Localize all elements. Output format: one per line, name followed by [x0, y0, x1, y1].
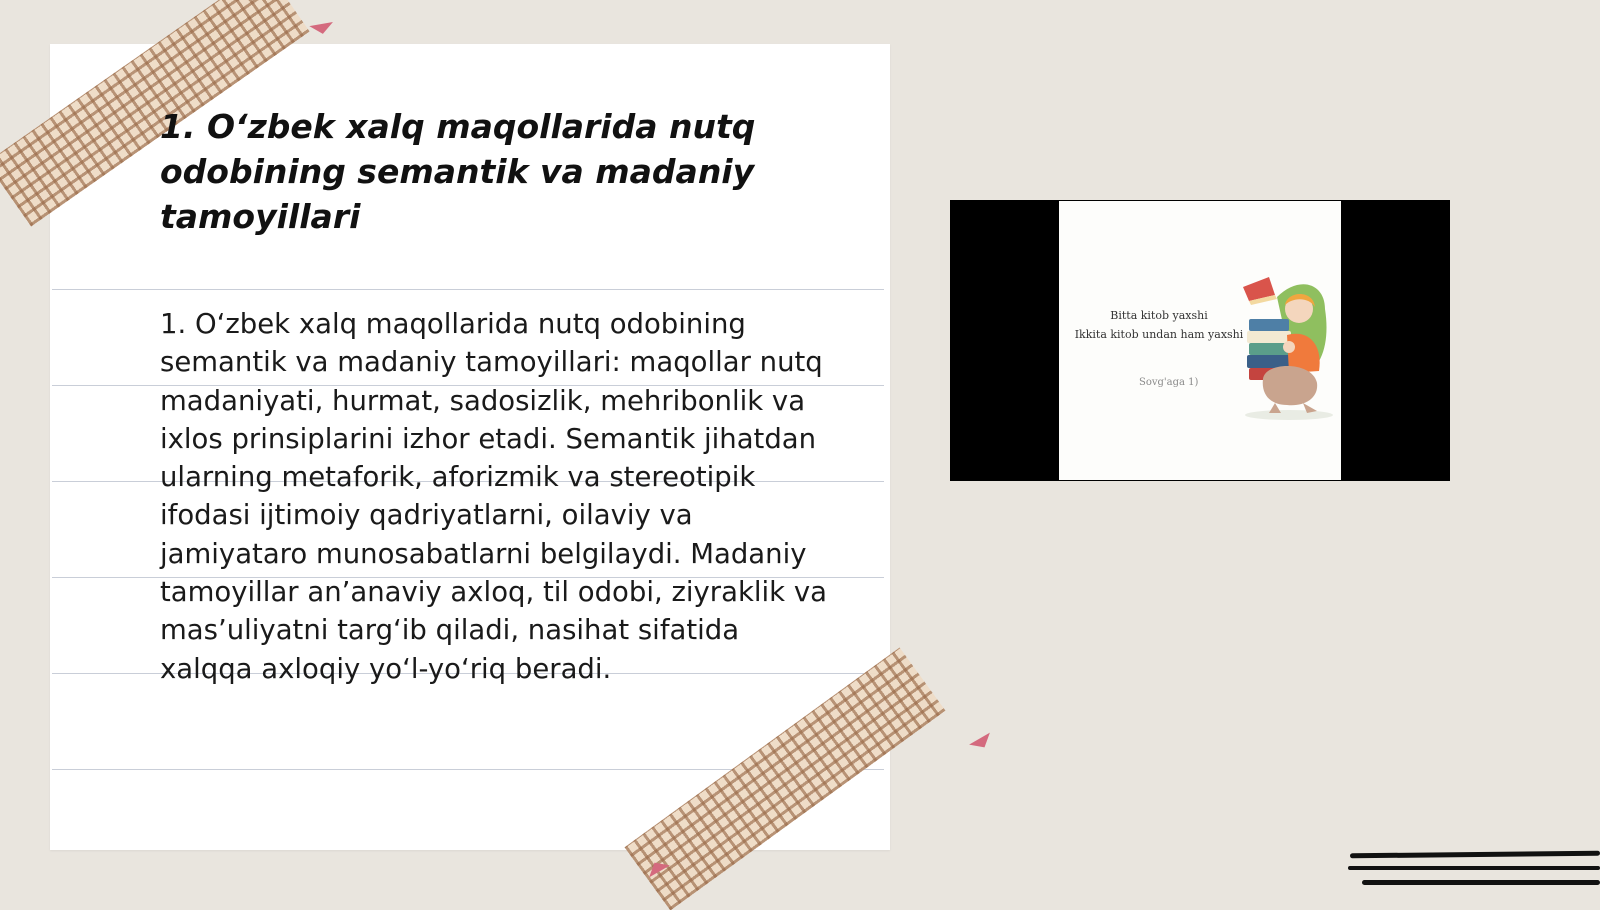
brush-stroke	[1350, 851, 1600, 859]
slide-body-text: 1. O‘zbek xalq maqollarida nutq odobining semantik va madaniy tamoyillari: maqollar nutq madaniyati, hurmat, sadosizlik, mehribonlik va ixlos prinsiplarini izhor etadi. Semantik jihatdan ularning metaforik, aforizmik va stereotipik ifodasi ijtimoiy qadriyatlarni, oilaviy va jamiyataro munosabatlarni belgilaydi. Madaniy tamoyillar an’anaviy axloq, til odobi, ziyraklik va mas’uliyatni targ‘ib qiladi, nasihat sifatida xalqqa axloqiy yo‘l-yo‘riq beradi.	[160, 308, 827, 685]
slide-title: 1. O‘zbek xalq maqollarida nutq odobining semantik va madaniy tamoyillari	[160, 107, 756, 236]
quote-line-1: Bitta kitob yaxshi	[1110, 309, 1208, 322]
video-frame-content	[1059, 201, 1341, 480]
tape-end-icon	[309, 22, 334, 36]
brush-stroke	[1348, 866, 1600, 870]
quote-author: Sovg'aga 1)	[1139, 377, 1199, 388]
tape-end-icon	[969, 733, 995, 754]
paper-rule	[52, 289, 884, 290]
brush-stroke	[1362, 880, 1600, 885]
quote-line-2: Ikkita kitob undan ham yaxshi	[1074, 328, 1244, 341]
embedded-video[interactable]	[950, 200, 1450, 481]
girl-carrying-books-icon	[1229, 265, 1341, 425]
